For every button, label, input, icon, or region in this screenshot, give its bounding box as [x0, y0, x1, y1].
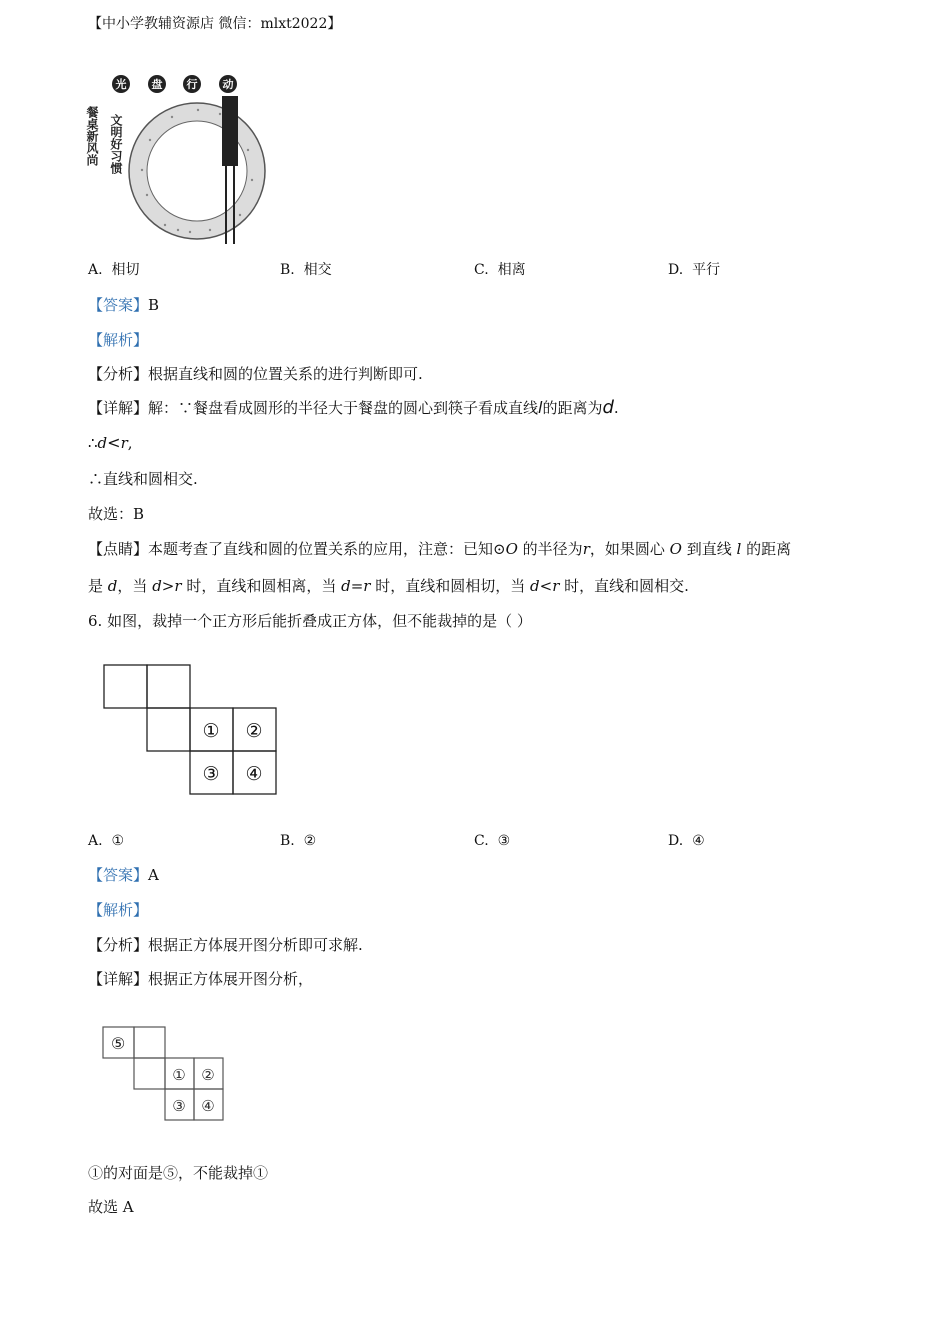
option-b: B. 相交: [280, 262, 332, 278]
net-label: ②: [245, 720, 263, 742]
therefore-line-2: ∴直线和圆相交.: [88, 470, 198, 488]
choice-line: 故选：B: [88, 505, 145, 523]
dianjing-line-2: 是 d，当 d>r 时，直线和圆相离，当 d=r 时，直线和圆相切，当 d<r 时，直线和圆相交.: [88, 577, 689, 595]
badge-char: 行: [186, 78, 198, 91]
net-label: ②: [201, 1066, 215, 1084]
cube-net-solution-figure: [100, 1024, 228, 1126]
answer-line: 【答案】A: [88, 866, 159, 884]
chopstick-grip: [222, 96, 238, 166]
net-square: [134, 1027, 165, 1058]
option-d: D. ④: [668, 833, 705, 849]
net-label: ①: [202, 720, 220, 742]
net-label: ③: [202, 763, 220, 785]
net-label: ③: [172, 1097, 186, 1115]
xiangjie-line: 【详解】根据正方体展开图分析，: [88, 970, 314, 988]
net-square: [147, 665, 190, 708]
vertical-slogan-right: 文明好习惯: [109, 114, 123, 174]
page-header: 【中小学教辅资源店 微信：mlxt2022】: [88, 16, 342, 32]
answer-line: 【答案】B: [88, 296, 160, 314]
badge-char: 光: [115, 78, 127, 91]
net-label: ①: [172, 1066, 186, 1084]
option-a: A. ①: [88, 833, 125, 849]
question-6: 6. 如图，裁掉一个正方形后能折叠成正方体，但不能裁掉的是（ ）: [88, 612, 532, 630]
top-title-badges: [112, 75, 237, 93]
badge-char: 盘: [151, 78, 163, 91]
xiangjie-line: 【详解】解：∵餐盘看成圆形的半径大于餐盘的圆心到筷子看成直线l的距离为d.: [88, 397, 619, 418]
net-square: [134, 1058, 165, 1089]
choice-line: 故选 A: [88, 1198, 134, 1216]
dianjing-line-1: 【点睛】本题考查了直线和圆的位置关系的应用，注意：已知⊙O 的半径为r，如果圆心 O 到直线 l 的距离: [88, 540, 792, 558]
net-label: ⑤: [110, 1034, 126, 1053]
net-square: [104, 665, 147, 708]
plate-chopsticks-figure: [80, 70, 280, 250]
option-a: A. 相切: [88, 262, 140, 278]
net-label: ④: [201, 1097, 215, 1115]
fenxi-line: 【分析】根据正方体展开图分析即可求解.: [88, 936, 363, 954]
net-square: [147, 708, 190, 751]
vertical-slogan-left: 餐桌新风尚: [85, 106, 99, 166]
badge-char: 动: [222, 78, 234, 91]
fenxi-line: 【分析】根据直线和圆的位置关系的进行判断即可.: [88, 365, 423, 383]
net-label: ④: [245, 763, 263, 785]
option-c: C. 相离: [474, 262, 526, 278]
conclusion-line: ①的对面是⑤，不能裁掉①: [88, 1164, 269, 1182]
therefore-line-1: ∴d<r,: [88, 433, 133, 452]
option-d: D. 平行: [668, 262, 721, 278]
analysis-heading: 【解析】: [88, 901, 149, 919]
option-c: C. ③: [474, 833, 511, 849]
analysis-heading: 【解析】: [88, 331, 149, 349]
cube-net-figure: [100, 661, 282, 799]
option-b: B. ②: [280, 833, 317, 849]
